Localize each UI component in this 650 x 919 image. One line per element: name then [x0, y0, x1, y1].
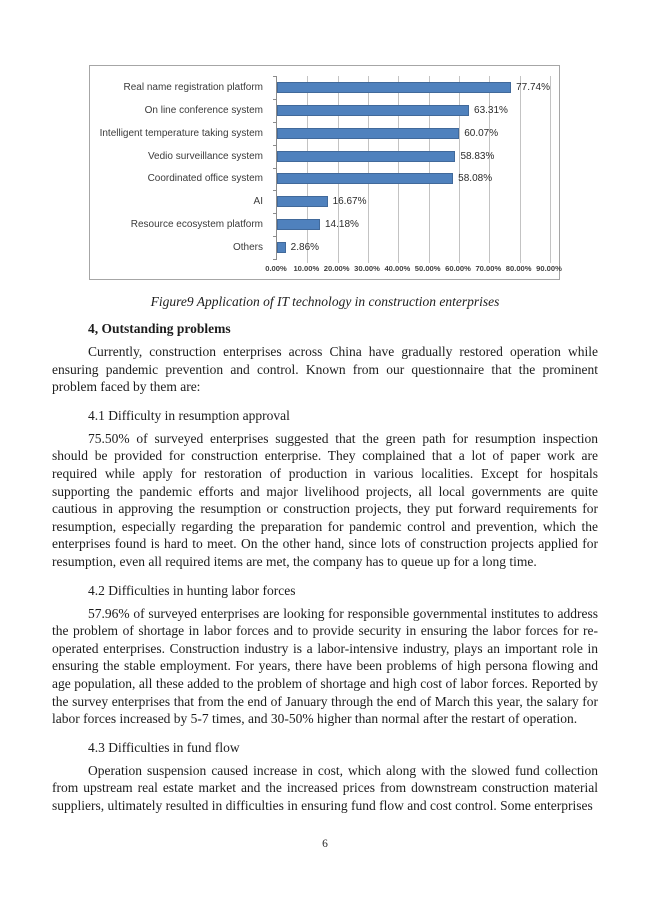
chart-gridline	[550, 76, 551, 263]
x-axis-tick-label: 40.00%	[384, 264, 411, 273]
chart-bar-value-label: 60.07%	[464, 127, 499, 139]
chart-bar-row	[277, 122, 550, 145]
chart-bar-value-label: 77.74%	[516, 81, 550, 93]
chart-bar	[277, 82, 511, 93]
paragraph-section-4-3: Operation suspension caused increase in cost, which along with the slowed fund collection from upstream real estate market and the increased prices from downstream construction material suppliers, ultimately resulted in difficulties in ensuring fund flow and cost control. Some enterprises	[52, 762, 598, 813]
chart-bar	[277, 173, 453, 184]
x-axis-tick-label: 90.00%	[536, 264, 562, 273]
page-number: 6	[322, 838, 328, 850]
chart-category-label: Others	[232, 242, 263, 254]
x-axis-tick-label: 80.00%	[505, 264, 532, 273]
chart-bar-row	[277, 213, 550, 236]
chart-category-axis-labels	[90, 76, 270, 259]
chart-bar	[277, 128, 459, 139]
chart-category-label: Intelligent temperature taking system	[99, 127, 263, 139]
chart-bar	[277, 219, 320, 230]
paragraph-section-4-2: 57.96% of surveyed enterprises are looking for responsible governmental institutes to address the problem of shortage in labor forces and to provide security in ensuring the labor forces for re-operated enterprises. Construction industry is a labor-intensive industry, plays an important role in ensuring the stable employment. For years, there have been problems of high persona flowing and age population, all these added to the problem of shortage and high cost of labor forces. Reported by the survey enterprises that from the end of January through the end of March this year, the salary for labor forces increased by 5-7 times, and 30-50% higher than normal after the restart of operation.	[52, 605, 598, 727]
chart-category-label: Real name registration platform	[123, 81, 263, 93]
chart-category-label: Coordinated office system	[147, 173, 263, 185]
section-heading-4-2: 4.2 Difficulties in hunting labor forces	[88, 582, 296, 598]
chart-bar-value-label: 58.08%	[458, 173, 493, 185]
chart-bar-value-label: 16.67%	[332, 196, 367, 208]
chart-bar-value-label: 14.18%	[325, 219, 359, 231]
chart-bar-row	[277, 145, 550, 168]
chart-category-label: Resource ecosystem platform	[130, 219, 263, 231]
chart-bar-row	[277, 99, 550, 122]
chart-bar-value-label: 2.86%	[290, 242, 320, 254]
chart-bar-row	[277, 236, 550, 259]
section-heading-4-3: 4.3 Difficulties in fund flow	[88, 739, 240, 755]
chart-category-label: Vedio surveillance system	[147, 150, 263, 162]
chart-category-label: AI	[253, 196, 263, 208]
paragraph-section-4-1: 75.50% of surveyed enterprises suggested that the green path for resumption inspection should be provided for construction enterprise. They complained that a lot of paper work are required while apply for restoration of production in various localities. Except for hospitals supporting the pandemic efforts and major livelihood projects, all local governments are quite cautious in approving the resumption or construction projects, they put forward requirements for resumption, especially regarding the preparation for pandemic control and prevention, which the enterprises found is hard to meet. On the other hand, since lots of construction projects applied for resumption, even all required items are met, the company has to queue up for a long time.	[52, 430, 598, 569]
chart-bar-value-label: 63.31%	[474, 104, 508, 116]
chart-bar-row	[277, 76, 550, 99]
x-axis-tick-label: 0.00%	[265, 264, 287, 273]
section-heading-4: 4, Outstanding problems	[88, 321, 231, 336]
chart-bar	[277, 105, 469, 116]
category-axis-tick	[273, 259, 277, 260]
chart-category-label: On line conference system	[144, 104, 263, 116]
chart-x-axis-tick-labels	[265, 264, 562, 278]
chart-bar	[277, 242, 286, 253]
chart-bar-value-label: 58.83%	[460, 150, 495, 162]
x-axis-tick-label: 20.00%	[323, 264, 350, 273]
x-axis-tick-label: 30.00%	[354, 264, 380, 273]
x-axis-tick-label: 70.00%	[475, 264, 502, 273]
chart-bar	[277, 151, 455, 162]
chart-bar-row	[277, 190, 550, 213]
x-axis-tick-label: 10.00%	[293, 264, 320, 273]
figure-caption: Figure9 Application of IT technology in construction enterprises	[150, 294, 500, 309]
x-axis-tick-label: 50.00%	[414, 264, 441, 273]
bar-chart	[89, 65, 560, 280]
paragraph-section-4: Currently, construction enterprises across China have gradually restored operation while ensuring pandemic prevention and control. Known from our questionnaire that the prominent problem faced by them are:	[52, 344, 598, 395]
x-axis-tick-label: 60.00%	[445, 264, 471, 273]
chart-bar-row	[277, 168, 550, 191]
chart-bar	[277, 196, 328, 207]
chart-plot-area	[276, 76, 550, 259]
section-heading-4-1: 4.1 Difficulty in resumption approval	[88, 407, 290, 423]
